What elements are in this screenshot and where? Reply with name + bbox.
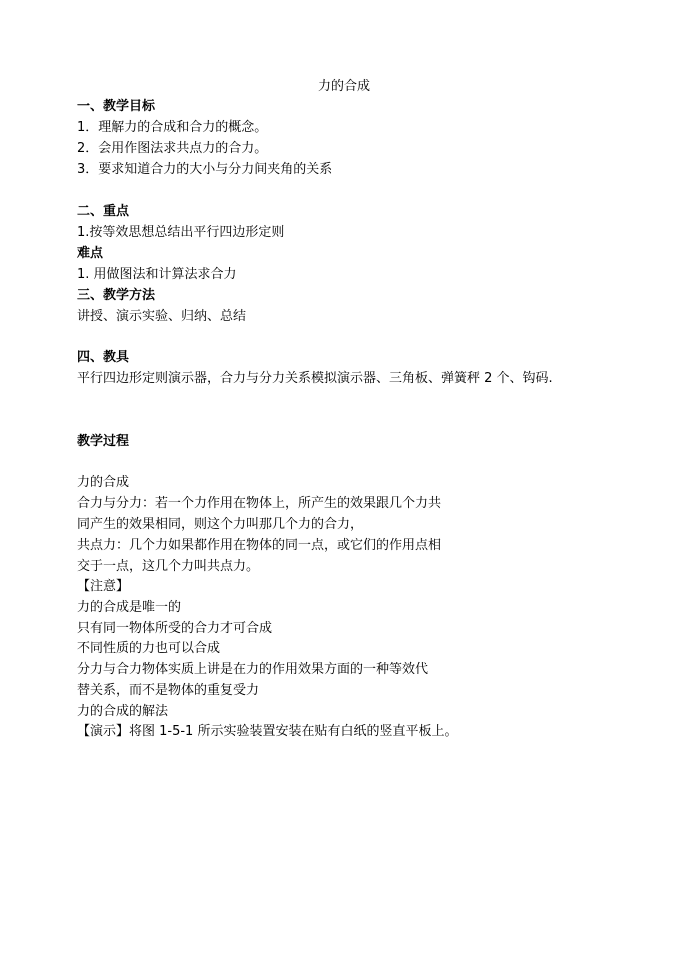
tools-text: 平行四边形定则演示器，合力与分力关系模拟演示器、三角板、弹簧秤 2 个、钩码. [77, 371, 553, 386]
process-line: 力的合成的解法 [77, 704, 169, 719]
key-point-item: 1.按等效思想总结出平行四边形定则 [77, 225, 285, 240]
process-line: 力的合成 [77, 475, 130, 490]
process-line: 【注意】 [77, 579, 130, 594]
process-line: 力的合成是唯一的 [77, 600, 182, 615]
process-line: 交于一点，这几个力叫共点力。 [77, 559, 260, 574]
process-line: 替关系，而不是物体的重复受力 [77, 683, 260, 698]
process-line: 只有同一物体所受的合力才可合成 [77, 621, 273, 636]
process-heading: 教学过程 [77, 434, 130, 449]
methods-text: 讲授、演示实验、归纳、总结 [77, 309, 247, 324]
methods-heading: 三、教学方法 [77, 288, 156, 303]
goals-heading: 一、教学目标 [77, 99, 156, 114]
tools-heading: 四、教具 [77, 350, 130, 365]
page-title: 力的合成 [317, 79, 370, 94]
difficulties-heading: 难点 [77, 246, 104, 261]
process-line: 分力与合力物体实质上讲是在力的作用效果方面的一种等效代 [77, 662, 429, 677]
process-line: 合力与分力：若一个力作用在物体上，所产生的效果跟几个力共 [77, 496, 442, 511]
process-line: 共点力：几个力如果都作用在物体的同一点，或它们的作用点相 [77, 538, 442, 553]
key-points-heading: 二、重点 [77, 204, 130, 219]
goal-item: 2．会用作图法求共点力的合力。 [77, 141, 268, 156]
process-line: 【演示】将图 1-5-1 所示实验装置安装在贴有白纸的竖直平板上。 [77, 724, 458, 739]
process-line: 同产生的效果相同，则这个力叫那几个力的合力， [77, 517, 364, 532]
goal-item: 1．理解力的合成和合力的概念。 [77, 120, 268, 135]
goal-item: 3．要求知道合力的大小与分力间夹角的关系 [77, 162, 333, 177]
difficulty-item: 1. 用做图法和计算法求合力 [77, 267, 237, 282]
process-line: 不同性质的力也可以合成 [77, 641, 221, 656]
